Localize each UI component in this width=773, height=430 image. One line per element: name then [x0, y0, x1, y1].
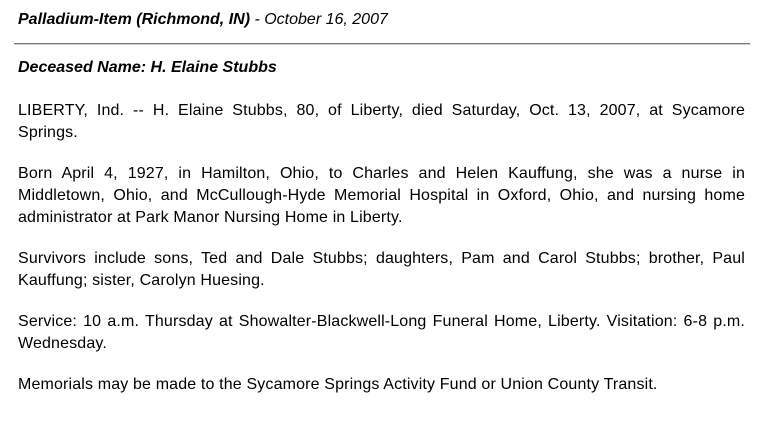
paragraph-service: Service: 10 a.m. Thursday at Showalter-Blackwell-Long Funeral Home, Liberty. Visitation: 6-8 p.m. Wednesday.	[18, 313, 745, 352]
publication-date: October 16, 2007	[264, 11, 388, 28]
paragraph-survivors: Survivors include sons, Ted and Dale Stubbs; daughters, Pam and Carol Stubbs; brother, Paul Kauffung; sister, Carolyn Huesing.	[18, 250, 745, 289]
newspaper-name: Palladium-Item (Richmond, IN)	[18, 11, 251, 28]
article-header	[18, 11, 388, 29]
deceased-name: Deceased Name: H. Elaine Stubbs	[18, 59, 277, 76]
paragraph-biography: Born April 4, 1927, in Hamilton, Ohio, to Charles and Helen Kauffung, she was a nurse in Middletown, Ohio, and McCullough-Hyde Memorial Hospital in Oxford, Ohio, and nursing home administrator at Park Manor Nursing Home in Liberty.	[18, 165, 745, 226]
header-divider	[14, 43, 750, 45]
header-separator: -	[250, 11, 265, 28]
paragraph-death-notice: LIBERTY, Ind. -- H. Elaine Stubbs, 80, of Liberty, died Saturday, Oct. 13, 2007, at Sycamore Springs.	[18, 102, 745, 141]
paragraph-memorials: Memorials may be made to the Sycamore Springs Activity Fund or Union County Transit.	[18, 376, 658, 393]
obituary-body	[18, 100, 745, 415]
